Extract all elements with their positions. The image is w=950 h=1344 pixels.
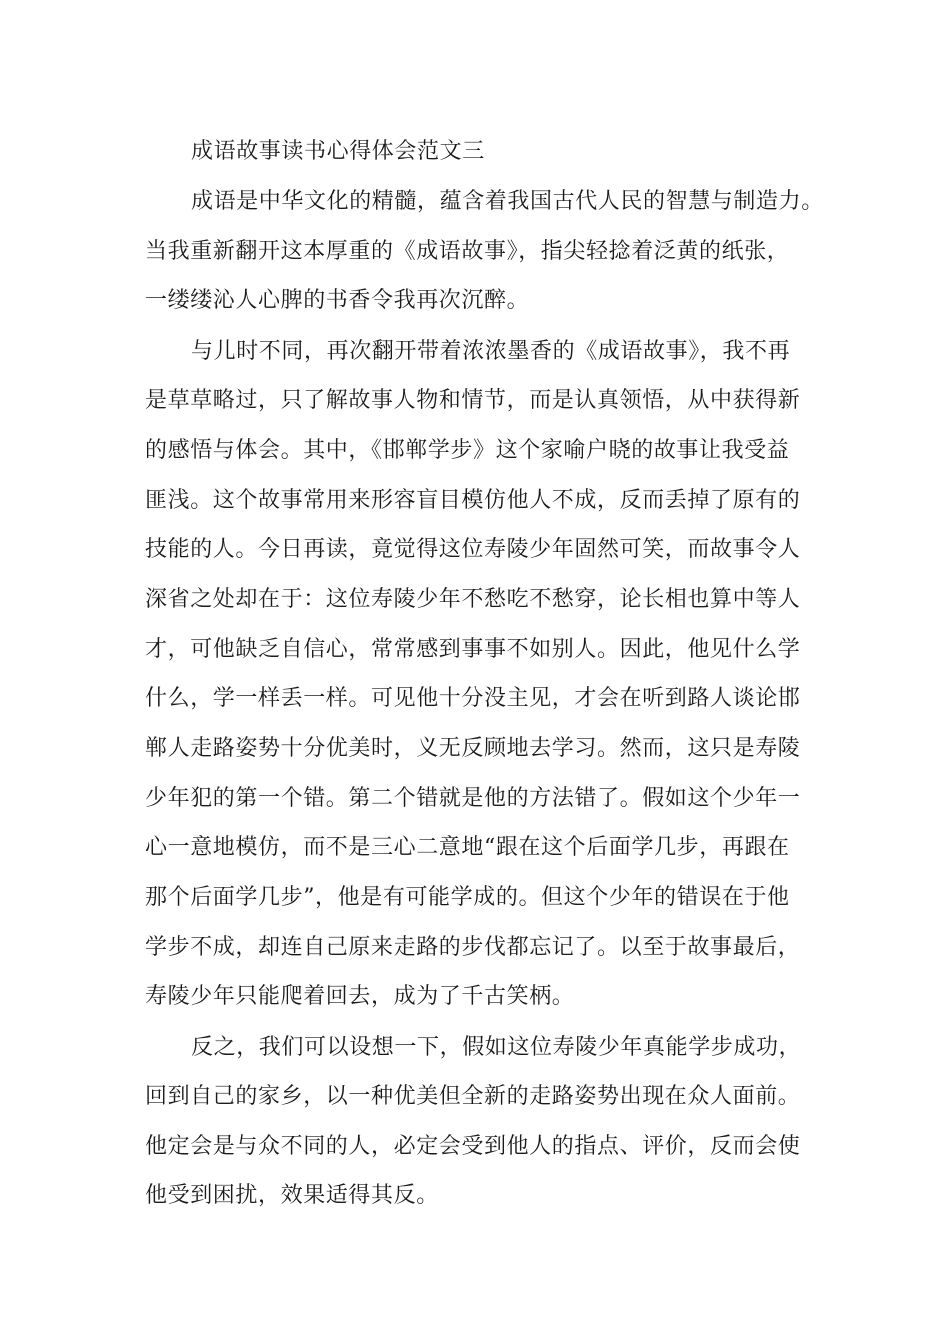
paragraph-1-line-2: 当我重新翻开这本厚重的《成语故事》，指尖轻捻着泛黄的纸张， [145,239,790,264]
paragraph-3-line-1: 反之，我们可以设想一下，假如这位寿陵少年真能学步成功， [191,1035,802,1060]
paragraph-2-line-9: 郸人走路姿势十分优美时，义无反顾地去学习。然而，这只是寿陵 [145,736,801,761]
paragraph-2-line-11: 心一意地模仿，而不是三心二意地“跟在这个后面学几步，再跟在 [145,835,790,860]
paragraph-3-line-2: 回到自己的家乡，以一种优美但全新的走路姿势出现在众人面前。 [145,1084,801,1109]
paragraph-2-line-8: 什么，学一样丢一样。可见他十分没主见，才会在听到路人谈论邯 [145,686,801,711]
paragraph-2-line-6: 深省之处却在于：这位寿陵少年不愁吃不愁穿，论长相也算中等人 [145,587,801,612]
paragraph-3-line-3: 他定会是与众不同的人，必定会受到他人的指点、评价，反而会使 [145,1134,801,1159]
paragraph-2-line-1: 与儿时不同，再次翻开带着浓浓墨香的《成语故事》，我不再 [191,339,791,364]
paragraph-2-line-12: 那个后面学几步”，他是有可能学成的。但这个少年的错误在于他 [145,885,790,910]
paragraph-2-line-14: 寿陵少年只能爬着回去，成为了千古笑柄。 [145,984,575,1009]
paragraph-2-line-4: 匪浅。这个故事常用来形容盲目模仿他人不成，反而丢掉了原有的 [145,488,801,513]
paragraph-2-line-3: 的感悟与体会。其中，《邯郸学步》这个家喻户晓的故事让我受益 [145,438,790,463]
paragraph-2-line-5: 技能的人。今日再读，竟觉得这位寿陵少年固然可笑，而故事令人 [145,537,801,562]
paragraph-1-line-1: 成语是中华文化的精髓，蕴含着我国古代人民的智慧与制造力。 [191,189,824,214]
paragraph-2-line-7: 才，可他缺乏自信心，常常感到事事不如别人。因此，他见什么学 [145,637,801,662]
document-title: 成语故事读书心得体会范文三 [191,139,485,164]
paragraph-3-line-4: 他受到困扰，效果适得其反。 [145,1183,439,1208]
paragraph-2-line-10: 少年犯的第一个错。第二个错就是他的方法错了。假如这个少年一 [145,786,801,811]
paragraph-1-line-3: 一缕缕沁人心脾的书香令我再次沉醉。 [145,288,530,313]
paragraph-2-line-2: 是草草略过，只了解故事人物和情节，而是认真领悟，从中获得新 [145,388,801,413]
paragraph-2-line-13: 学步不成，却连自己原来走路的步伐都忘记了。以至于故事最后， [145,935,801,960]
